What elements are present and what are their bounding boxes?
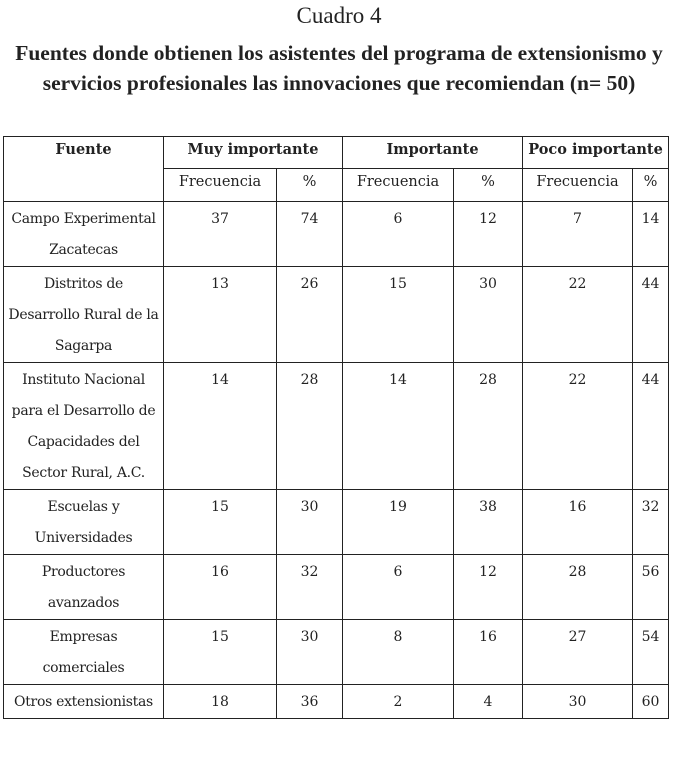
header-percent: % bbox=[633, 169, 669, 202]
percent-cell: 16 bbox=[454, 620, 523, 685]
source-cell: Empresas comerciales bbox=[4, 620, 164, 685]
table-row bbox=[4, 620, 669, 685]
percent-cell: 4 bbox=[454, 685, 523, 719]
header-poco-importante: Poco importante bbox=[523, 137, 669, 169]
percent-cell: 12 bbox=[454, 555, 523, 620]
table-row bbox=[4, 267, 669, 363]
frequency-cell: 6 bbox=[343, 202, 454, 267]
header-importante: Importante bbox=[343, 137, 523, 169]
percent-cell: 44 bbox=[633, 363, 669, 490]
frequency-cell: 22 bbox=[523, 363, 633, 490]
source-cell: Campo Experimental Zacatecas bbox=[4, 202, 164, 267]
percent-cell: 12 bbox=[454, 202, 523, 267]
percent-cell: 28 bbox=[277, 363, 343, 490]
frequency-cell: 15 bbox=[343, 267, 454, 363]
table-row bbox=[4, 555, 669, 620]
frequency-cell: 2 bbox=[343, 685, 454, 719]
data-table bbox=[3, 136, 669, 719]
table-row bbox=[4, 202, 669, 267]
percent-cell: 30 bbox=[454, 267, 523, 363]
percent-cell: 56 bbox=[633, 555, 669, 620]
source-cell: Instituto Nacional para el Desarrollo de Capacidades del Sector Rural, A.C. bbox=[4, 363, 164, 490]
percent-cell: 26 bbox=[277, 267, 343, 363]
percent-cell: 28 bbox=[454, 363, 523, 490]
frequency-cell: 18 bbox=[164, 685, 277, 719]
header-fuente: Fuente bbox=[4, 137, 164, 202]
header-frecuencia: Frecuencia bbox=[164, 169, 277, 202]
percent-cell: 60 bbox=[633, 685, 669, 719]
percent-cell: 14 bbox=[633, 202, 669, 267]
percent-cell: 74 bbox=[277, 202, 343, 267]
frequency-cell: 14 bbox=[164, 363, 277, 490]
table-row bbox=[4, 685, 669, 719]
frequency-cell: 30 bbox=[523, 685, 633, 719]
header-percent: % bbox=[277, 169, 343, 202]
source-cell: Escuelas y Universidades bbox=[4, 490, 164, 555]
frequency-cell: 16 bbox=[164, 555, 277, 620]
frequency-cell: 14 bbox=[343, 363, 454, 490]
percent-cell: 36 bbox=[277, 685, 343, 719]
frequency-cell: 37 bbox=[164, 202, 277, 267]
source-cell: Distritos de Desarrollo Rural de la Sagarpa bbox=[4, 267, 164, 363]
percent-cell: 30 bbox=[277, 620, 343, 685]
table-row bbox=[4, 363, 669, 490]
header-percent: % bbox=[454, 169, 523, 202]
header-muy-importante: Muy importante bbox=[164, 137, 343, 169]
table-title: Fuentes donde obtienen los asistentes del programa de extensionismo y servicios profesionales las innovaciones que recomiendan (n= 50) bbox=[15, 41, 663, 95]
percent-cell: 44 bbox=[633, 267, 669, 363]
percent-cell: 32 bbox=[633, 490, 669, 555]
frequency-cell: 16 bbox=[523, 490, 633, 555]
frequency-cell: 6 bbox=[343, 555, 454, 620]
frequency-cell: 22 bbox=[523, 267, 633, 363]
frequency-cell: 15 bbox=[164, 490, 277, 555]
frequency-cell: 19 bbox=[343, 490, 454, 555]
percent-cell: 54 bbox=[633, 620, 669, 685]
header-frecuencia: Frecuencia bbox=[523, 169, 633, 202]
frequency-cell: 7 bbox=[523, 202, 633, 267]
table-caption: Cuadro 4 bbox=[296, 3, 382, 28]
frequency-cell: 8 bbox=[343, 620, 454, 685]
table-row bbox=[4, 490, 669, 555]
percent-cell: 32 bbox=[277, 555, 343, 620]
percent-cell: 30 bbox=[277, 490, 343, 555]
source-cell: Otros extensionistas bbox=[4, 685, 164, 719]
header-frecuencia: Frecuencia bbox=[343, 169, 454, 202]
percent-cell: 38 bbox=[454, 490, 523, 555]
frequency-cell: 15 bbox=[164, 620, 277, 685]
frequency-cell: 27 bbox=[523, 620, 633, 685]
frequency-cell: 28 bbox=[523, 555, 633, 620]
source-cell: Productores avanzados bbox=[4, 555, 164, 620]
frequency-cell: 13 bbox=[164, 267, 277, 363]
